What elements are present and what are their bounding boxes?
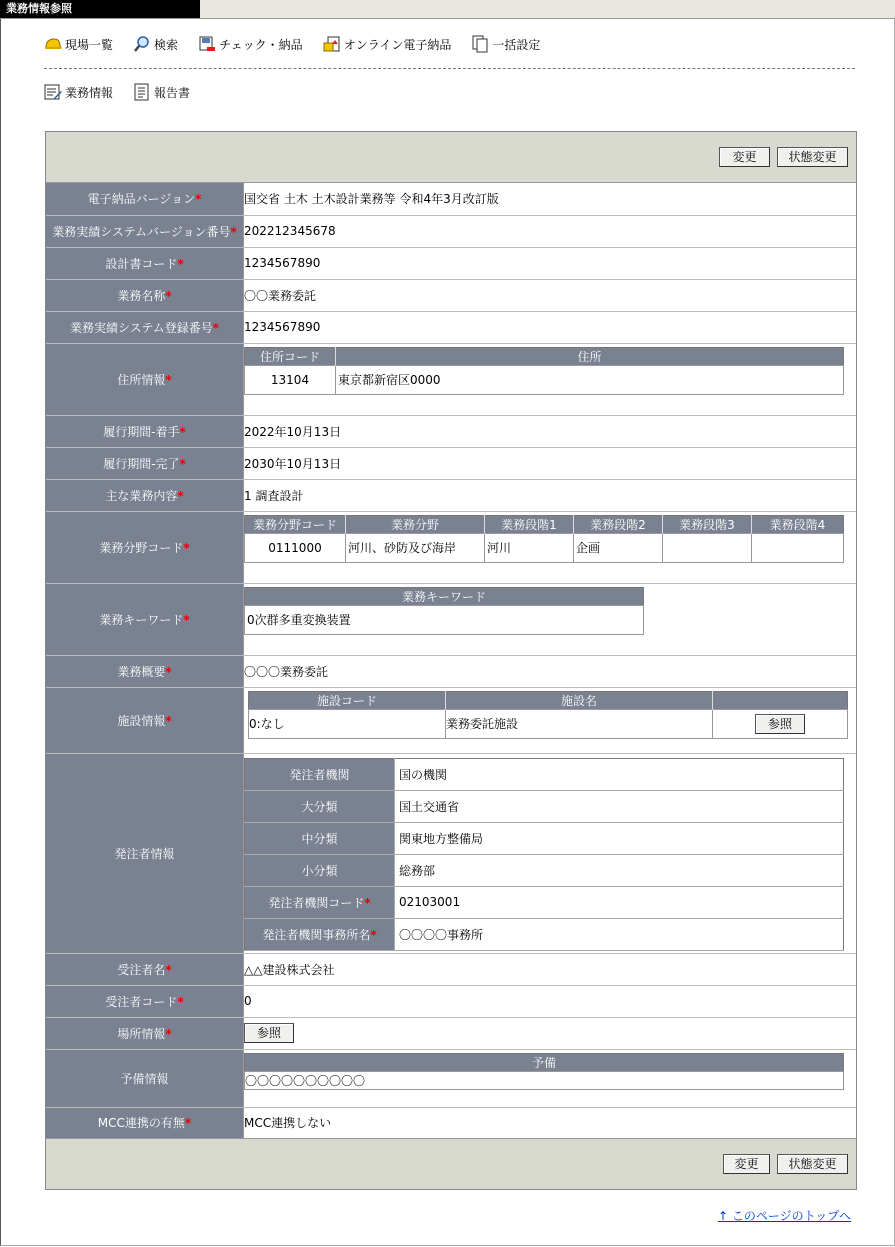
page-top-link[interactable]: ↑ このページのトップへ xyxy=(718,1209,852,1223)
col-header: 業務段階4 xyxy=(752,515,844,533)
reserve-value: 〇〇〇〇〇〇〇〇〇〇 xyxy=(245,1071,844,1089)
field-code-table xyxy=(244,515,844,563)
table-row xyxy=(245,533,844,562)
orderer-table xyxy=(244,758,844,951)
col-header: 施設名 xyxy=(446,691,713,709)
facility-table xyxy=(248,691,848,739)
row-contractor-code xyxy=(46,985,856,1017)
orderer-row-office xyxy=(245,918,844,950)
label: 施設情報 xyxy=(117,713,166,728)
period-start-value: 2022年10月13日 xyxy=(244,415,857,447)
col-header: 予備 xyxy=(245,1053,844,1071)
col-header: 住所コード xyxy=(245,347,336,365)
required-mark: * xyxy=(179,424,186,439)
label: 電子納品バージョン xyxy=(87,192,196,207)
label: 業務名称 xyxy=(117,288,166,303)
orderer-row-minor xyxy=(245,854,844,886)
required-mark: * xyxy=(364,895,371,910)
title-bar xyxy=(0,0,895,19)
orderer-value: 関東地方整備局 xyxy=(395,822,844,854)
row-sys-reg-no xyxy=(46,311,856,343)
orderer-label: 発注者機関 xyxy=(245,758,395,790)
orderer-row-code xyxy=(245,886,844,918)
contractor-name-value: △△建設株式会社 xyxy=(244,953,857,985)
required-mark: * xyxy=(177,994,184,1009)
required-mark: * xyxy=(184,1116,192,1131)
business-info-table xyxy=(46,183,856,1138)
orderer-row-middle xyxy=(245,822,844,854)
check-deliver-icon xyxy=(198,35,216,53)
menu-divider xyxy=(44,68,855,69)
menu-business-info[interactable] xyxy=(44,83,113,101)
row-address xyxy=(46,343,856,415)
online-deliver-icon xyxy=(323,35,341,53)
col-header: 業務段階2 xyxy=(574,515,663,533)
menu-search[interactable] xyxy=(133,35,178,53)
menu-label: 検索 xyxy=(154,37,179,52)
table-row xyxy=(245,1071,844,1089)
required-mark: * xyxy=(165,713,172,728)
col-header: 業務段階3 xyxy=(663,515,752,533)
state-change-button-bottom[interactable]: 状態変更 xyxy=(777,1154,848,1174)
menu-label: オンライン電子納品 xyxy=(343,37,452,52)
row-mcc xyxy=(46,1107,856,1138)
row-version xyxy=(46,183,856,215)
window-title: 業務情報参照 xyxy=(0,0,200,18)
label: 場所情報 xyxy=(117,1026,166,1041)
required-mark: * xyxy=(370,927,377,942)
orderer-label: 発注者機関コード xyxy=(268,895,365,910)
label: 業務実績システムバージョン番号 xyxy=(52,224,231,239)
label: 業務概要 xyxy=(117,664,166,679)
facility-code: 0:なし xyxy=(249,709,446,738)
menu-label: 業務情報 xyxy=(65,85,114,100)
col-header: 業務分野コード xyxy=(245,515,346,533)
sys-version-value: 202212345678 xyxy=(244,215,857,247)
label: 住所情報 xyxy=(117,372,166,387)
facility-name: 業務委託施設 xyxy=(446,709,713,738)
bulk-setting-icon xyxy=(471,35,489,53)
main-content-value: 1 調査設計 xyxy=(244,479,857,511)
orderer-label: 大分類 xyxy=(245,790,395,822)
menu-check-deliver[interactable] xyxy=(198,35,303,53)
label: 業務分野コード xyxy=(99,540,184,555)
col-header xyxy=(713,691,848,709)
col-header: 住所 xyxy=(336,347,844,365)
table-row xyxy=(249,709,848,738)
address-table xyxy=(244,347,844,395)
label: 履行期間-完了 xyxy=(103,456,180,471)
reserve-table xyxy=(244,1053,844,1090)
label: 受注者コード xyxy=(105,994,178,1009)
label: 業務実績システム登録番号 xyxy=(69,320,213,335)
orderer-value: 02103001 xyxy=(395,886,844,918)
orderer-value: 国土交通省 xyxy=(395,790,844,822)
row-field-code xyxy=(46,511,856,583)
menu-label: 現場一覧 xyxy=(65,37,114,52)
required-mark: * xyxy=(177,256,184,271)
required-mark: * xyxy=(165,664,172,679)
orderer-value: 総務部 xyxy=(395,854,844,886)
location-ref-button[interactable]: 参照 xyxy=(244,1023,294,1043)
required-mark: * xyxy=(165,1026,172,1041)
helmet-icon xyxy=(44,35,62,53)
sub-menu xyxy=(44,82,210,102)
row-period-end xyxy=(46,447,856,479)
business-name-value: 〇〇業務委託 xyxy=(244,279,857,311)
summary-value: 〇〇〇業務委託 xyxy=(244,655,857,687)
keyword-value: 0次群多重変換装置 xyxy=(245,605,644,634)
period-end-value: 2030年10月13日 xyxy=(244,447,857,479)
col-header: 業務分野 xyxy=(346,515,485,533)
required-mark: * xyxy=(179,456,186,471)
row-reserve xyxy=(46,1049,856,1107)
row-contractor-name xyxy=(46,953,856,985)
top-action-bar xyxy=(46,132,856,183)
required-mark: * xyxy=(165,372,172,387)
orderer-label: 中分類 xyxy=(245,822,395,854)
stage-4 xyxy=(752,533,844,562)
row-keyword xyxy=(46,583,856,655)
col-header: 施設コード xyxy=(249,691,446,709)
state-change-button-top[interactable]: 状態変更 xyxy=(777,147,848,167)
row-orderer xyxy=(46,753,856,953)
menu-bulk-setting[interactable] xyxy=(471,35,540,53)
table-row xyxy=(245,605,644,634)
label: MCC連携の有無 xyxy=(97,1116,185,1131)
stage-3 xyxy=(663,533,752,562)
orderer-value: 〇〇〇〇事務所 xyxy=(395,918,844,950)
required-mark: * xyxy=(177,488,184,503)
row-design-code xyxy=(46,247,856,279)
label: 業務キーワード xyxy=(99,612,184,627)
col-header: 業務キーワード xyxy=(245,587,644,605)
field-code: 0111000 xyxy=(245,533,346,562)
orderer-row-agency xyxy=(245,758,844,790)
row-facility xyxy=(46,687,856,753)
mcc-value: MCC連携しない xyxy=(244,1107,857,1138)
orderer-label: 発注者機関事務所名 xyxy=(262,927,371,942)
required-mark: * xyxy=(183,612,190,627)
required-mark: * xyxy=(165,288,172,303)
required-mark: * xyxy=(195,192,202,207)
stage-1: 河川 xyxy=(485,533,574,562)
label: 主な業務内容 xyxy=(105,488,178,503)
menu-label: 一括設定 xyxy=(492,37,541,52)
sys-reg-no-value: 1234567890 xyxy=(244,311,857,343)
menu-site-list[interactable] xyxy=(44,35,113,53)
change-button-bottom[interactable]: 変更 xyxy=(723,1154,770,1174)
row-period-start xyxy=(46,415,856,447)
orderer-row-major xyxy=(245,790,844,822)
label: 受注者名 xyxy=(117,962,166,977)
facility-ref-button[interactable]: 参照 xyxy=(755,714,805,734)
required-mark: * xyxy=(165,962,172,977)
row-location xyxy=(46,1017,856,1049)
change-button-top[interactable]: 変更 xyxy=(719,147,770,167)
version-value: 国交省 土木 土木設計業務等 令和4年3月改訂版 xyxy=(244,183,857,215)
menu-label: 報告書 xyxy=(154,85,191,100)
report-icon xyxy=(133,83,151,101)
design-code-value: 1234567890 xyxy=(244,247,857,279)
col-header: 業務段階1 xyxy=(485,515,574,533)
required-mark: * xyxy=(212,320,220,335)
orderer-value: 国の機関 xyxy=(395,758,844,790)
label: 履行期間-着手 xyxy=(103,424,180,439)
stage-2: 企画 xyxy=(574,533,663,562)
contractor-code-value: 0 xyxy=(244,985,857,1017)
search-icon xyxy=(133,35,151,53)
required-mark: * xyxy=(183,540,190,555)
bottom-action-bar xyxy=(46,1138,856,1189)
address-text: 東京都新宿区0000 xyxy=(336,365,844,394)
label: 発注者情報 xyxy=(114,846,175,861)
row-summary xyxy=(46,655,856,687)
top-menu xyxy=(44,34,560,54)
row-sys-version xyxy=(46,215,856,247)
keyword-table xyxy=(244,587,644,635)
label: 予備情報 xyxy=(120,1071,169,1086)
address-code: 13104 xyxy=(245,365,336,394)
field-name: 河川、砂防及び海岸 xyxy=(346,533,485,562)
row-main-content xyxy=(46,479,856,511)
row-business-name xyxy=(46,279,856,311)
required-mark: * xyxy=(230,224,237,239)
table-row xyxy=(245,365,844,394)
menu-report[interactable] xyxy=(133,83,190,101)
menu-label: チェック・納品 xyxy=(219,37,303,52)
menu-online-deliver[interactable] xyxy=(323,35,452,53)
business-info-panel xyxy=(45,131,857,1190)
orderer-label: 小分類 xyxy=(245,854,395,886)
label: 設計書コード xyxy=(105,256,178,271)
business-info-icon xyxy=(44,83,62,101)
